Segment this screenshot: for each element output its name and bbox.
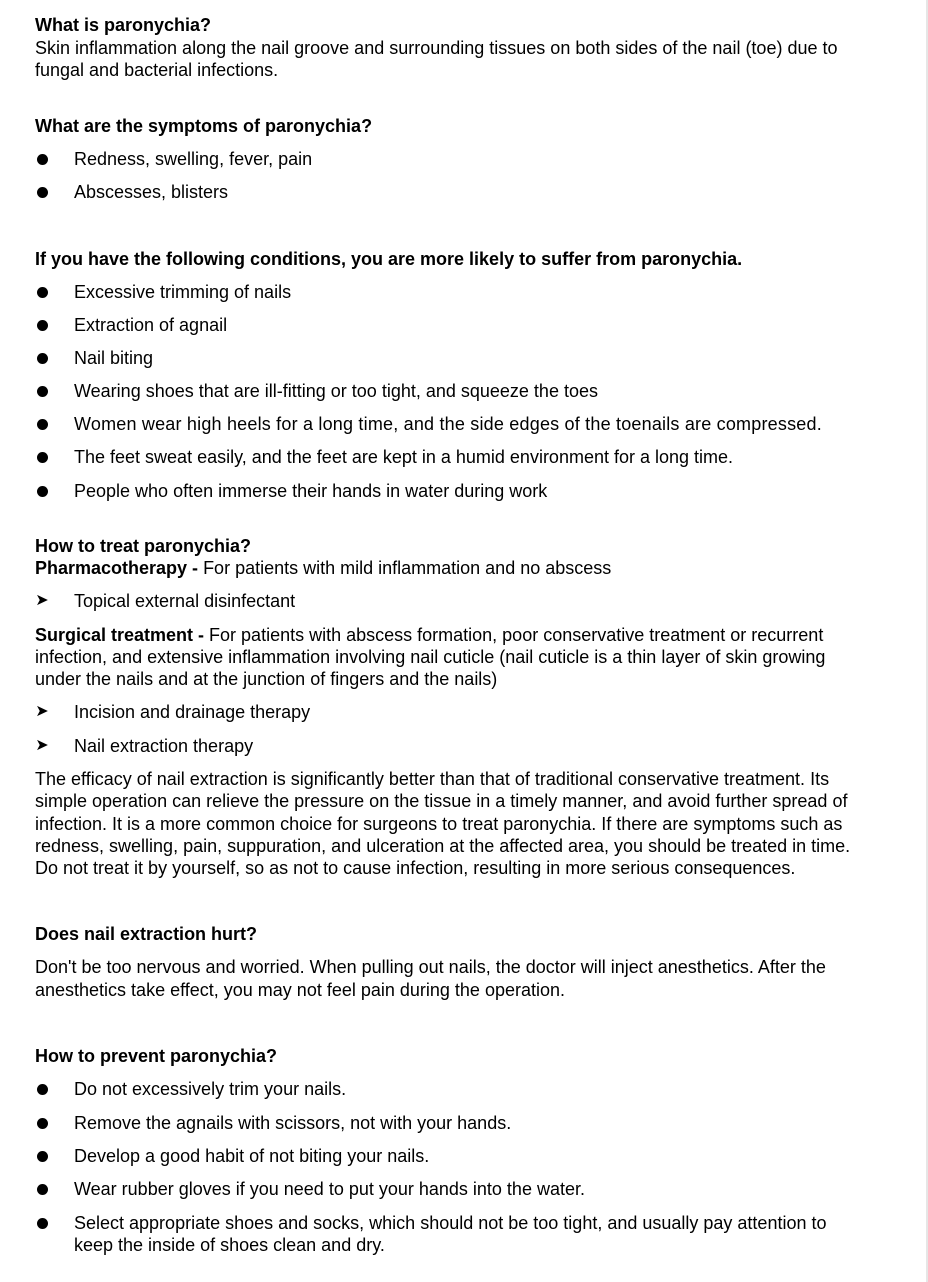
- heading-does-it-hurt: Does nail extraction hurt?: [35, 924, 258, 944]
- efficacy-line: Do not treat it by yourself, so as not to cause infection, resulting in more serious consequences.: [35, 858, 796, 878]
- bullet-icon: [35, 347, 49, 369]
- bullet-icon: [35, 380, 49, 402]
- definition-line-2: fungal and bacterial infections.: [35, 60, 279, 80]
- arrow-bullet-icon: ➤: [35, 737, 49, 754]
- heading-treatment: How to treat paronychia?: [35, 536, 252, 556]
- hurt-line: Don't be too nervous and worried. When pulling out nails, the doctor will inject anesthetics. After the: [35, 957, 826, 977]
- surgical-line-1: Surgical treatment - For patients with abscess formation, poor conservative treatment or recurrent: [35, 625, 824, 645]
- bullet-icon: [35, 1212, 49, 1234]
- surgical-label: Surgical treatment -: [35, 625, 205, 645]
- bullet-icon: [35, 413, 49, 435]
- bullet-icon: [35, 1178, 49, 1200]
- definition-line-1: Skin inflammation along the nail groove and surrounding tissues on both sides of the nail (toe) due to: [35, 38, 838, 58]
- bullet-icon: [35, 480, 49, 502]
- efficacy-line: simple operation can relieve the pressure on the tissue in a timely manner, and avoid further spread of: [35, 791, 848, 811]
- bullet-icon: [35, 1078, 49, 1100]
- bullet-icon: [35, 446, 49, 468]
- efficacy-line: redness, swelling, pain, suppuration, and ulceration at the affected area, you should be treated in time.: [35, 836, 851, 856]
- arrow-bullet-icon: ➤: [35, 703, 49, 720]
- bullet-icon: [35, 148, 49, 170]
- surgical-line-2: infection, and extensive inflammation involving nail cuticle (nail cuticle is a thin layer of skin growing: [35, 647, 826, 667]
- document-page: What is paronychia? Skin inflammation along the nail groove and surrounding tissues on both sides of the nail (toe) due to fungal and bacterial infections. What are the symptoms of paronychia? Redness, swelling, fever, pain Abscesses, blisters If you have the following conditions, you are more likely to suffer from paronychia. Excessive trimming of nails Extraction of agnail Nail biting Wearing shoes that are ill-fitting or too tight, and squeeze the toes Women wear high heels for a long time, and the side edges of the toenails are compressed. The feet sweat easily, and the feet are kept in a humid environment for a long time. People who often immerse their hands in water during work How to treat paronychia? Pharmacotherapy - For patients with mild inflammation and no abscess ➤ Topical external disinfectant Surgical treatment - For patients with abscess formation, poor conservative treatment or recurrent infection, and extensive inflammation involving nail cuticle (nail cuticle is a thin layer of skin growing under the nails and at the junction of fingers and the nails) ➤ Incision and drainage therapy ➤ Nail extraction therapy The efficacy of nail extraction is significantly better than that of traditional conservative treatment. Its simple operation can relieve the pressure on the tissue in a timely manner, and avoid further spread of infection. It is a more common choice for surgeons to treat paronychia. If there are symptoms such as redness, swelling, pain, suppuration, and ulceration at the affected area, you should be treated in time. Do not treat it by yourself, so as not to cause infection, resulting in more serious consequences. Does nail extraction hurt? Don't be too nervous and worried. When pulling out nails, the doctor will inject anesthetics. After the anesthetics take effect, you may not feel pain during the operation. How to prevent paronychia? Do not excessively trim your nails. Remove the agnails with scissors, not with your hands. Develop a good habit of not biting your nails. Wear rubber gloves if you need to put your hands into the water. Select appropriate shoes and socks, which should not be too tight, and usually pay attention to keep the inside of shoes clean and dry.: [0, 0, 926, 1282]
- heading-risk-conditions: If you have the following conditions, you are more likely to suffer from paronychia.: [35, 249, 743, 269]
- bullet-icon: [35, 1145, 49, 1167]
- heading-symptoms: What are the symptoms of paronychia?: [35, 116, 373, 136]
- efficacy-line: The efficacy of nail extraction is significantly better than that of traditional conservative treatment. Its: [35, 769, 830, 789]
- bullet-icon: [35, 1112, 49, 1134]
- bullet-icon: [35, 281, 49, 303]
- pharmacotherapy-line: Pharmacotherapy - For patients with mild inflammation and no abscess: [35, 558, 612, 578]
- heading-what-is: What is paronychia?: [35, 15, 212, 35]
- arrow-bullet-icon: ➤: [35, 592, 49, 609]
- efficacy-line: infection. It is a more common choice for surgeons to treat paronychia. If there are symptoms such as: [35, 814, 843, 834]
- bullet-icon: [35, 314, 49, 336]
- surgical-line-3: under the nails and at the junction of fingers and the nails): [35, 669, 498, 689]
- heading-prevention: How to prevent paronychia?: [35, 1046, 278, 1066]
- bullet-icon: [35, 181, 49, 203]
- hurt-line: anesthetics take effect, you may not feel pain during the operation.: [35, 980, 566, 1000]
- pharmacotherapy-label: Pharmacotherapy -: [35, 558, 199, 578]
